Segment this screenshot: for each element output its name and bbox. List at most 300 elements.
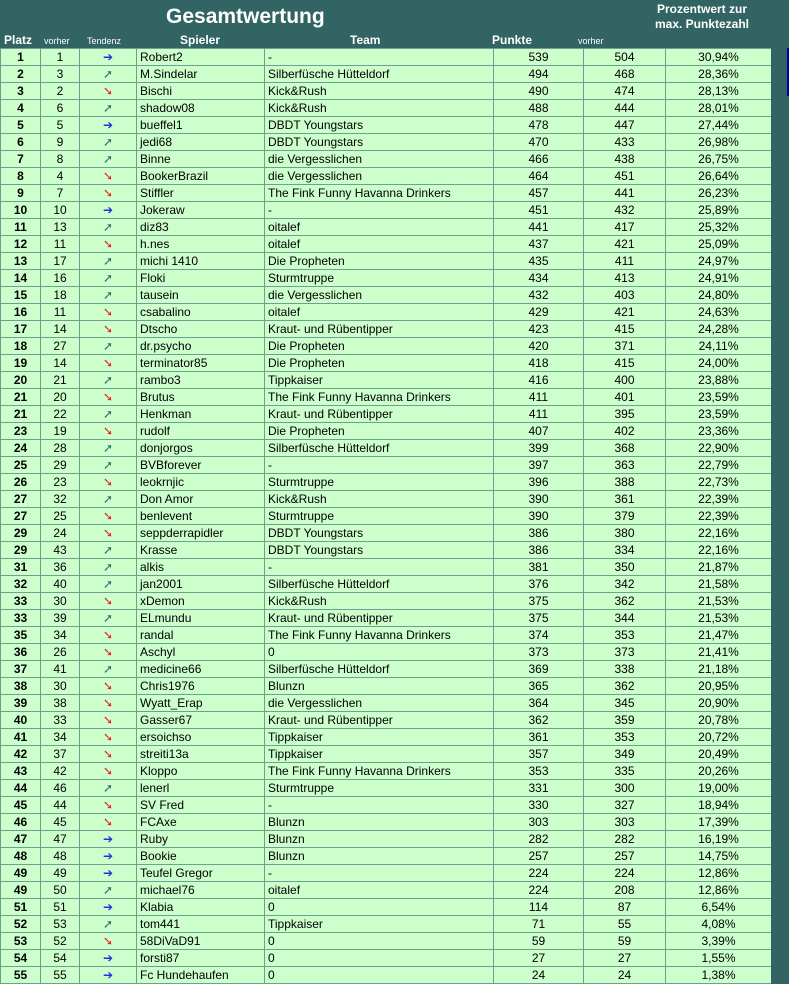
tendenz-cell[interactable] (80, 644, 137, 661)
vorher-cell[interactable]: 18 (41, 287, 80, 304)
vorher-punkte-cell[interactable]: 342 (584, 576, 666, 593)
punkte-cell[interactable]: 364 (494, 695, 584, 712)
platz-cell[interactable]: 54 (1, 950, 41, 967)
vorher-cell[interactable]: 5 (41, 117, 80, 134)
table-row[interactable] (1, 712, 772, 729)
team-cell[interactable]: die Vergesslichen (265, 287, 494, 304)
prozent-cell[interactable]: 21,53% (666, 593, 772, 610)
platz-cell[interactable]: 13 (1, 253, 41, 270)
team-cell[interactable]: Kick&Rush (265, 593, 494, 610)
platz-cell[interactable]: 47 (1, 831, 41, 848)
team-cell[interactable]: Kraut- und Rübentipper (265, 610, 494, 627)
punkte-cell[interactable]: 435 (494, 253, 584, 270)
punkte-cell[interactable]: 114 (494, 899, 584, 916)
team-cell[interactable]: Tippkaiser (265, 372, 494, 389)
vorher-cell[interactable]: 2 (41, 83, 80, 100)
vorher-cell[interactable]: 3 (41, 66, 80, 83)
team-cell[interactable]: Silberfüsche Hütteldorf (265, 440, 494, 457)
spieler-cell[interactable]: jedi68 (137, 134, 265, 151)
tendenz-cell[interactable] (80, 882, 137, 899)
team-cell[interactable]: - (265, 202, 494, 219)
table-row[interactable] (1, 865, 772, 882)
punkte-cell[interactable]: 303 (494, 814, 584, 831)
spieler-cell[interactable]: 58DiVaD91 (137, 933, 265, 950)
team-cell[interactable]: oitalef (265, 236, 494, 253)
spieler-cell[interactable]: Bookie (137, 848, 265, 865)
punkte-cell[interactable]: 441 (494, 219, 584, 236)
spieler-cell[interactable]: Jokeraw (137, 202, 265, 219)
prozent-cell[interactable]: 1,38% (666, 967, 772, 984)
platz-cell[interactable]: 51 (1, 899, 41, 916)
prozent-cell[interactable]: 30,94% (666, 49, 772, 66)
platz-cell[interactable]: 35 (1, 627, 41, 644)
table-row[interactable] (1, 389, 772, 406)
team-cell[interactable]: 0 (265, 899, 494, 916)
team-cell[interactable]: Silberfüsche Hütteldorf (265, 576, 494, 593)
vorher-cell[interactable]: 33 (41, 712, 80, 729)
platz-cell[interactable]: 17 (1, 321, 41, 338)
vorher-cell[interactable]: 39 (41, 610, 80, 627)
table-row[interactable] (1, 729, 772, 746)
spieler-cell[interactable]: Bischi (137, 83, 265, 100)
vorher-cell[interactable]: 4 (41, 168, 80, 185)
spieler-cell[interactable]: terminator85 (137, 355, 265, 372)
tendenz-cell[interactable] (80, 287, 137, 304)
prozent-cell[interactable]: 23,36% (666, 423, 772, 440)
spieler-cell[interactable]: FCAxe (137, 814, 265, 831)
table-row[interactable] (1, 661, 772, 678)
tendenz-cell[interactable] (80, 338, 137, 355)
vorher-punkte-cell[interactable]: 359 (584, 712, 666, 729)
team-cell[interactable]: Tippkaiser (265, 729, 494, 746)
vorher-punkte-cell[interactable]: 417 (584, 219, 666, 236)
punkte-cell[interactable]: 432 (494, 287, 584, 304)
platz-cell[interactable]: 20 (1, 372, 41, 389)
prozent-cell[interactable]: 24,28% (666, 321, 772, 338)
punkte-cell[interactable]: 369 (494, 661, 584, 678)
team-cell[interactable]: die Vergesslichen (265, 168, 494, 185)
punkte-cell[interactable]: 353 (494, 763, 584, 780)
team-cell[interactable]: - (265, 559, 494, 576)
tendenz-cell[interactable] (80, 202, 137, 219)
platz-cell[interactable]: 4 (1, 100, 41, 117)
spieler-cell[interactable]: medicine66 (137, 661, 265, 678)
team-cell[interactable]: The Fink Funny Havanna Drinkers (265, 627, 494, 644)
punkte-cell[interactable]: 381 (494, 559, 584, 576)
vorher-cell[interactable]: 32 (41, 491, 80, 508)
platz-cell[interactable]: 39 (1, 695, 41, 712)
table-row[interactable] (1, 185, 772, 202)
spieler-cell[interactable]: M.Sindelar (137, 66, 265, 83)
vorher-cell[interactable]: 46 (41, 780, 80, 797)
tendenz-cell[interactable] (80, 151, 137, 168)
tendenz-cell[interactable] (80, 865, 137, 882)
punkte-cell[interactable]: 457 (494, 185, 584, 202)
team-cell[interactable]: 0 (265, 967, 494, 984)
spieler-cell[interactable]: dr.psycho (137, 338, 265, 355)
spieler-cell[interactable]: ELmundu (137, 610, 265, 627)
vorher-punkte-cell[interactable]: 400 (584, 372, 666, 389)
prozent-cell[interactable]: 22,16% (666, 542, 772, 559)
vorher-punkte-cell[interactable]: 411 (584, 253, 666, 270)
vorher-punkte-cell[interactable]: 362 (584, 593, 666, 610)
prozent-cell[interactable]: 20,72% (666, 729, 772, 746)
spieler-cell[interactable]: Dtscho (137, 321, 265, 338)
vorher-punkte-cell[interactable]: 504 (584, 49, 666, 66)
team-cell[interactable]: Kraut- und Rübentipper (265, 712, 494, 729)
platz-cell[interactable]: 36 (1, 644, 41, 661)
spieler-cell[interactable]: Kloppo (137, 763, 265, 780)
tendenz-cell[interactable] (80, 236, 137, 253)
platz-cell[interactable]: 27 (1, 508, 41, 525)
punkte-cell[interactable]: 466 (494, 151, 584, 168)
table-row[interactable] (1, 593, 772, 610)
vorher-punkte-cell[interactable]: 224 (584, 865, 666, 882)
vorher-cell[interactable]: 7 (41, 185, 80, 202)
punkte-cell[interactable]: 451 (494, 202, 584, 219)
platz-cell[interactable]: 32 (1, 576, 41, 593)
punkte-cell[interactable]: 416 (494, 372, 584, 389)
punkte-cell[interactable]: 488 (494, 100, 584, 117)
table-row[interactable] (1, 882, 772, 899)
vorher-cell[interactable]: 38 (41, 695, 80, 712)
prozent-cell[interactable]: 22,90% (666, 440, 772, 457)
team-cell[interactable]: Sturmtruppe (265, 508, 494, 525)
platz-cell[interactable]: 46 (1, 814, 41, 831)
punkte-cell[interactable]: 282 (494, 831, 584, 848)
platz-cell[interactable]: 25 (1, 457, 41, 474)
vorher-cell[interactable]: 49 (41, 865, 80, 882)
vorher-cell[interactable]: 20 (41, 389, 80, 406)
tendenz-cell[interactable] (80, 576, 137, 593)
spieler-cell[interactable]: seppderrapidler (137, 525, 265, 542)
vorher-cell[interactable]: 34 (41, 729, 80, 746)
prozent-cell[interactable]: 6,54% (666, 899, 772, 916)
vorher-punkte-cell[interactable]: 468 (584, 66, 666, 83)
prozent-cell[interactable]: 20,90% (666, 695, 772, 712)
vorher-cell[interactable]: 45 (41, 814, 80, 831)
team-cell[interactable]: Tippkaiser (265, 746, 494, 763)
table-row[interactable] (1, 287, 772, 304)
prozent-cell[interactable]: 28,36% (666, 66, 772, 83)
vorher-cell[interactable]: 28 (41, 440, 80, 457)
tendenz-cell[interactable] (80, 525, 137, 542)
vorher-cell[interactable]: 8 (41, 151, 80, 168)
vorher-cell[interactable]: 22 (41, 406, 80, 423)
punkte-cell[interactable]: 411 (494, 389, 584, 406)
vorher-cell[interactable]: 55 (41, 967, 80, 984)
team-cell[interactable]: Blunzn (265, 814, 494, 831)
spieler-cell[interactable]: Don Amor (137, 491, 265, 508)
team-cell[interactable]: oitalef (265, 882, 494, 899)
vorher-punkte-cell[interactable]: 362 (584, 678, 666, 695)
prozent-cell[interactable]: 21,53% (666, 610, 772, 627)
vorher-punkte-cell[interactable]: 438 (584, 151, 666, 168)
vorher-punkte-cell[interactable]: 345 (584, 695, 666, 712)
vorher-cell[interactable]: 53 (41, 916, 80, 933)
punkte-cell[interactable]: 434 (494, 270, 584, 287)
tendenz-cell[interactable] (80, 83, 137, 100)
vorher-punkte-cell[interactable]: 363 (584, 457, 666, 474)
vorher-punkte-cell[interactable]: 380 (584, 525, 666, 542)
tendenz-cell[interactable] (80, 729, 137, 746)
vorher-punkte-cell[interactable]: 444 (584, 100, 666, 117)
table-row[interactable] (1, 202, 772, 219)
table-row[interactable] (1, 270, 772, 287)
spieler-cell[interactable]: ersoichso (137, 729, 265, 746)
spieler-cell[interactable]: Ruby (137, 831, 265, 848)
spieler-cell[interactable]: Binne (137, 151, 265, 168)
team-cell[interactable]: Kraut- und Rübentipper (265, 321, 494, 338)
team-cell[interactable]: Sturmtruppe (265, 474, 494, 491)
punkte-cell[interactable]: 418 (494, 355, 584, 372)
table-row[interactable] (1, 644, 772, 661)
platz-cell[interactable]: 43 (1, 763, 41, 780)
vorher-punkte-cell[interactable]: 353 (584, 627, 666, 644)
prozent-cell[interactable]: 14,75% (666, 848, 772, 865)
team-cell[interactable]: Die Propheten (265, 355, 494, 372)
table-row[interactable] (1, 236, 772, 253)
team-cell[interactable]: Kick&Rush (265, 491, 494, 508)
team-cell[interactable]: die Vergesslichen (265, 151, 494, 168)
vorher-cell[interactable]: 10 (41, 202, 80, 219)
team-cell[interactable]: DBDT Youngstars (265, 525, 494, 542)
spieler-cell[interactable]: rudolf (137, 423, 265, 440)
prozent-cell[interactable]: 25,09% (666, 236, 772, 253)
vorher-cell[interactable]: 51 (41, 899, 80, 916)
punkte-cell[interactable]: 257 (494, 848, 584, 865)
vorher-cell[interactable]: 21 (41, 372, 80, 389)
vorher-punkte-cell[interactable]: 335 (584, 763, 666, 780)
prozent-cell[interactable]: 22,39% (666, 508, 772, 525)
punkte-cell[interactable]: 362 (494, 712, 584, 729)
spieler-cell[interactable]: Gasser67 (137, 712, 265, 729)
tendenz-cell[interactable] (80, 423, 137, 440)
vorher-cell[interactable]: 16 (41, 270, 80, 287)
punkte-cell[interactable]: 423 (494, 321, 584, 338)
punkte-cell[interactable]: 429 (494, 304, 584, 321)
prozent-cell[interactable]: 21,41% (666, 644, 772, 661)
prozent-cell[interactable]: 20,95% (666, 678, 772, 695)
vorher-cell[interactable]: 47 (41, 831, 80, 848)
vorher-punkte-cell[interactable]: 433 (584, 134, 666, 151)
prozent-cell[interactable]: 12,86% (666, 865, 772, 882)
vorher-punkte-cell[interactable]: 327 (584, 797, 666, 814)
vorher-cell[interactable]: 29 (41, 457, 80, 474)
punkte-cell[interactable]: 470 (494, 134, 584, 151)
prozent-cell[interactable]: 26,23% (666, 185, 772, 202)
tendenz-cell[interactable] (80, 916, 137, 933)
team-cell[interactable]: DBDT Youngstars (265, 542, 494, 559)
prozent-cell[interactable]: 23,59% (666, 389, 772, 406)
tendenz-cell[interactable] (80, 304, 137, 321)
punkte-cell[interactable]: 478 (494, 117, 584, 134)
prozent-cell[interactable]: 27,44% (666, 117, 772, 134)
vorher-punkte-cell[interactable]: 257 (584, 848, 666, 865)
prozent-cell[interactable]: 23,59% (666, 406, 772, 423)
prozent-cell[interactable]: 3,39% (666, 933, 772, 950)
vorher-punkte-cell[interactable]: 353 (584, 729, 666, 746)
punkte-cell[interactable]: 390 (494, 491, 584, 508)
platz-cell[interactable]: 37 (1, 661, 41, 678)
team-cell[interactable]: The Fink Funny Havanna Drinkers (265, 185, 494, 202)
spieler-cell[interactable]: Stiffler (137, 185, 265, 202)
table-row[interactable] (1, 117, 772, 134)
team-cell[interactable]: - (265, 797, 494, 814)
prozent-cell[interactable]: 4,08% (666, 916, 772, 933)
spieler-cell[interactable]: leokrnjic (137, 474, 265, 491)
tendenz-cell[interactable] (80, 712, 137, 729)
table-row[interactable] (1, 372, 772, 389)
spieler-cell[interactable]: Henkman (137, 406, 265, 423)
spieler-cell[interactable]: michi 1410 (137, 253, 265, 270)
platz-cell[interactable]: 18 (1, 338, 41, 355)
prozent-cell[interactable]: 24,91% (666, 270, 772, 287)
vorher-punkte-cell[interactable]: 388 (584, 474, 666, 491)
vorher-cell[interactable]: 44 (41, 797, 80, 814)
vorher-punkte-cell[interactable]: 303 (584, 814, 666, 831)
team-cell[interactable]: oitalef (265, 219, 494, 236)
punkte-cell[interactable]: 71 (494, 916, 584, 933)
spieler-cell[interactable]: tom441 (137, 916, 265, 933)
team-cell[interactable]: - (265, 49, 494, 66)
vorher-cell[interactable]: 54 (41, 950, 80, 967)
punkte-cell[interactable]: 375 (494, 593, 584, 610)
prozent-cell[interactable]: 16,19% (666, 831, 772, 848)
vorher-cell[interactable]: 43 (41, 542, 80, 559)
platz-cell[interactable]: 38 (1, 678, 41, 695)
prozent-cell[interactable]: 22,73% (666, 474, 772, 491)
vorher-punkte-cell[interactable]: 421 (584, 304, 666, 321)
tendenz-cell[interactable] (80, 627, 137, 644)
spieler-cell[interactable]: alkis (137, 559, 265, 576)
prozent-cell[interactable]: 1,55% (666, 950, 772, 967)
vorher-cell[interactable]: 34 (41, 627, 80, 644)
vorher-punkte-cell[interactable]: 432 (584, 202, 666, 219)
table-row[interactable] (1, 134, 772, 151)
vorher-punkte-cell[interactable]: 415 (584, 321, 666, 338)
vorher-punkte-cell[interactable]: 55 (584, 916, 666, 933)
spieler-cell[interactable]: lenerl (137, 780, 265, 797)
prozent-cell[interactable]: 21,87% (666, 559, 772, 576)
table-row[interactable] (1, 831, 772, 848)
spieler-cell[interactable]: tausein (137, 287, 265, 304)
vorher-punkte-cell[interactable]: 368 (584, 440, 666, 457)
table-row[interactable] (1, 355, 772, 372)
prozent-cell[interactable]: 22,79% (666, 457, 772, 474)
vorher-punkte-cell[interactable]: 373 (584, 644, 666, 661)
platz-cell[interactable]: 10 (1, 202, 41, 219)
vorher-cell[interactable]: 40 (41, 576, 80, 593)
punkte-cell[interactable]: 386 (494, 525, 584, 542)
prozent-cell[interactable]: 22,16% (666, 525, 772, 542)
team-cell[interactable]: Tippkaiser (265, 916, 494, 933)
vorher-punkte-cell[interactable]: 349 (584, 746, 666, 763)
vorher-cell[interactable]: 27 (41, 338, 80, 355)
spieler-cell[interactable]: Aschyl (137, 644, 265, 661)
platz-cell[interactable]: 53 (1, 933, 41, 950)
spieler-cell[interactable]: csabalino (137, 304, 265, 321)
tendenz-cell[interactable] (80, 610, 137, 627)
tendenz-cell[interactable] (80, 168, 137, 185)
team-cell[interactable]: Die Propheten (265, 253, 494, 270)
tendenz-cell[interactable] (80, 372, 137, 389)
punkte-cell[interactable]: 464 (494, 168, 584, 185)
platz-cell[interactable]: 3 (1, 83, 41, 100)
table-row[interactable] (1, 678, 772, 695)
table-row[interactable] (1, 219, 772, 236)
punkte-cell[interactable]: 420 (494, 338, 584, 355)
punkte-cell[interactable]: 437 (494, 236, 584, 253)
spieler-cell[interactable]: forsti87 (137, 950, 265, 967)
platz-cell[interactable]: 14 (1, 270, 41, 287)
prozent-cell[interactable]: 24,63% (666, 304, 772, 321)
vorher-cell[interactable]: 50 (41, 882, 80, 899)
platz-cell[interactable]: 24 (1, 440, 41, 457)
punkte-cell[interactable]: 494 (494, 66, 584, 83)
prozent-cell[interactable]: 28,01% (666, 100, 772, 117)
tendenz-cell[interactable] (80, 321, 137, 338)
spieler-cell[interactable]: Brutus (137, 389, 265, 406)
prozent-cell[interactable]: 26,64% (666, 168, 772, 185)
tendenz-cell[interactable] (80, 185, 137, 202)
punkte-cell[interactable]: 357 (494, 746, 584, 763)
tendenz-cell[interactable] (80, 66, 137, 83)
vorher-punkte-cell[interactable]: 300 (584, 780, 666, 797)
table-row[interactable] (1, 525, 772, 542)
platz-cell[interactable]: 42 (1, 746, 41, 763)
spieler-cell[interactable]: michael76 (137, 882, 265, 899)
spieler-cell[interactable]: jan2001 (137, 576, 265, 593)
punkte-cell[interactable]: 376 (494, 576, 584, 593)
platz-cell[interactable]: 33 (1, 593, 41, 610)
team-cell[interactable]: DBDT Youngstars (265, 134, 494, 151)
vorher-punkte-cell[interactable]: 395 (584, 406, 666, 423)
tendenz-cell[interactable] (80, 780, 137, 797)
punkte-cell[interactable]: 399 (494, 440, 584, 457)
platz-cell[interactable]: 7 (1, 151, 41, 168)
platz-cell[interactable]: 21 (1, 389, 41, 406)
platz-cell[interactable]: 26 (1, 474, 41, 491)
spieler-cell[interactable]: Robert2 (137, 49, 265, 66)
tendenz-cell[interactable] (80, 559, 137, 576)
tendenz-cell[interactable] (80, 950, 137, 967)
prozent-cell[interactable]: 25,32% (666, 219, 772, 236)
team-cell[interactable]: die Vergesslichen (265, 695, 494, 712)
punkte-cell[interactable]: 24 (494, 967, 584, 984)
table-row[interactable] (1, 576, 772, 593)
team-cell[interactable]: Blunzn (265, 848, 494, 865)
platz-cell[interactable]: 19 (1, 355, 41, 372)
table-row[interactable] (1, 474, 772, 491)
prozent-cell[interactable]: 24,97% (666, 253, 772, 270)
vorher-punkte-cell[interactable]: 282 (584, 831, 666, 848)
tendenz-cell[interactable] (80, 100, 137, 117)
punkte-cell[interactable]: 224 (494, 882, 584, 899)
prozent-cell[interactable]: 20,49% (666, 746, 772, 763)
tendenz-cell[interactable] (80, 763, 137, 780)
team-cell[interactable]: 0 (265, 950, 494, 967)
vorher-cell[interactable]: 1 (41, 49, 80, 66)
team-cell[interactable]: Die Propheten (265, 423, 494, 440)
punkte-cell[interactable]: 396 (494, 474, 584, 491)
spieler-cell[interactable]: benlevent (137, 508, 265, 525)
prozent-cell[interactable]: 24,00% (666, 355, 772, 372)
platz-cell[interactable]: 9 (1, 185, 41, 202)
spieler-cell[interactable]: Fc Hundehaufen (137, 967, 265, 984)
tendenz-cell[interactable] (80, 219, 137, 236)
vorher-cell[interactable]: 11 (41, 236, 80, 253)
